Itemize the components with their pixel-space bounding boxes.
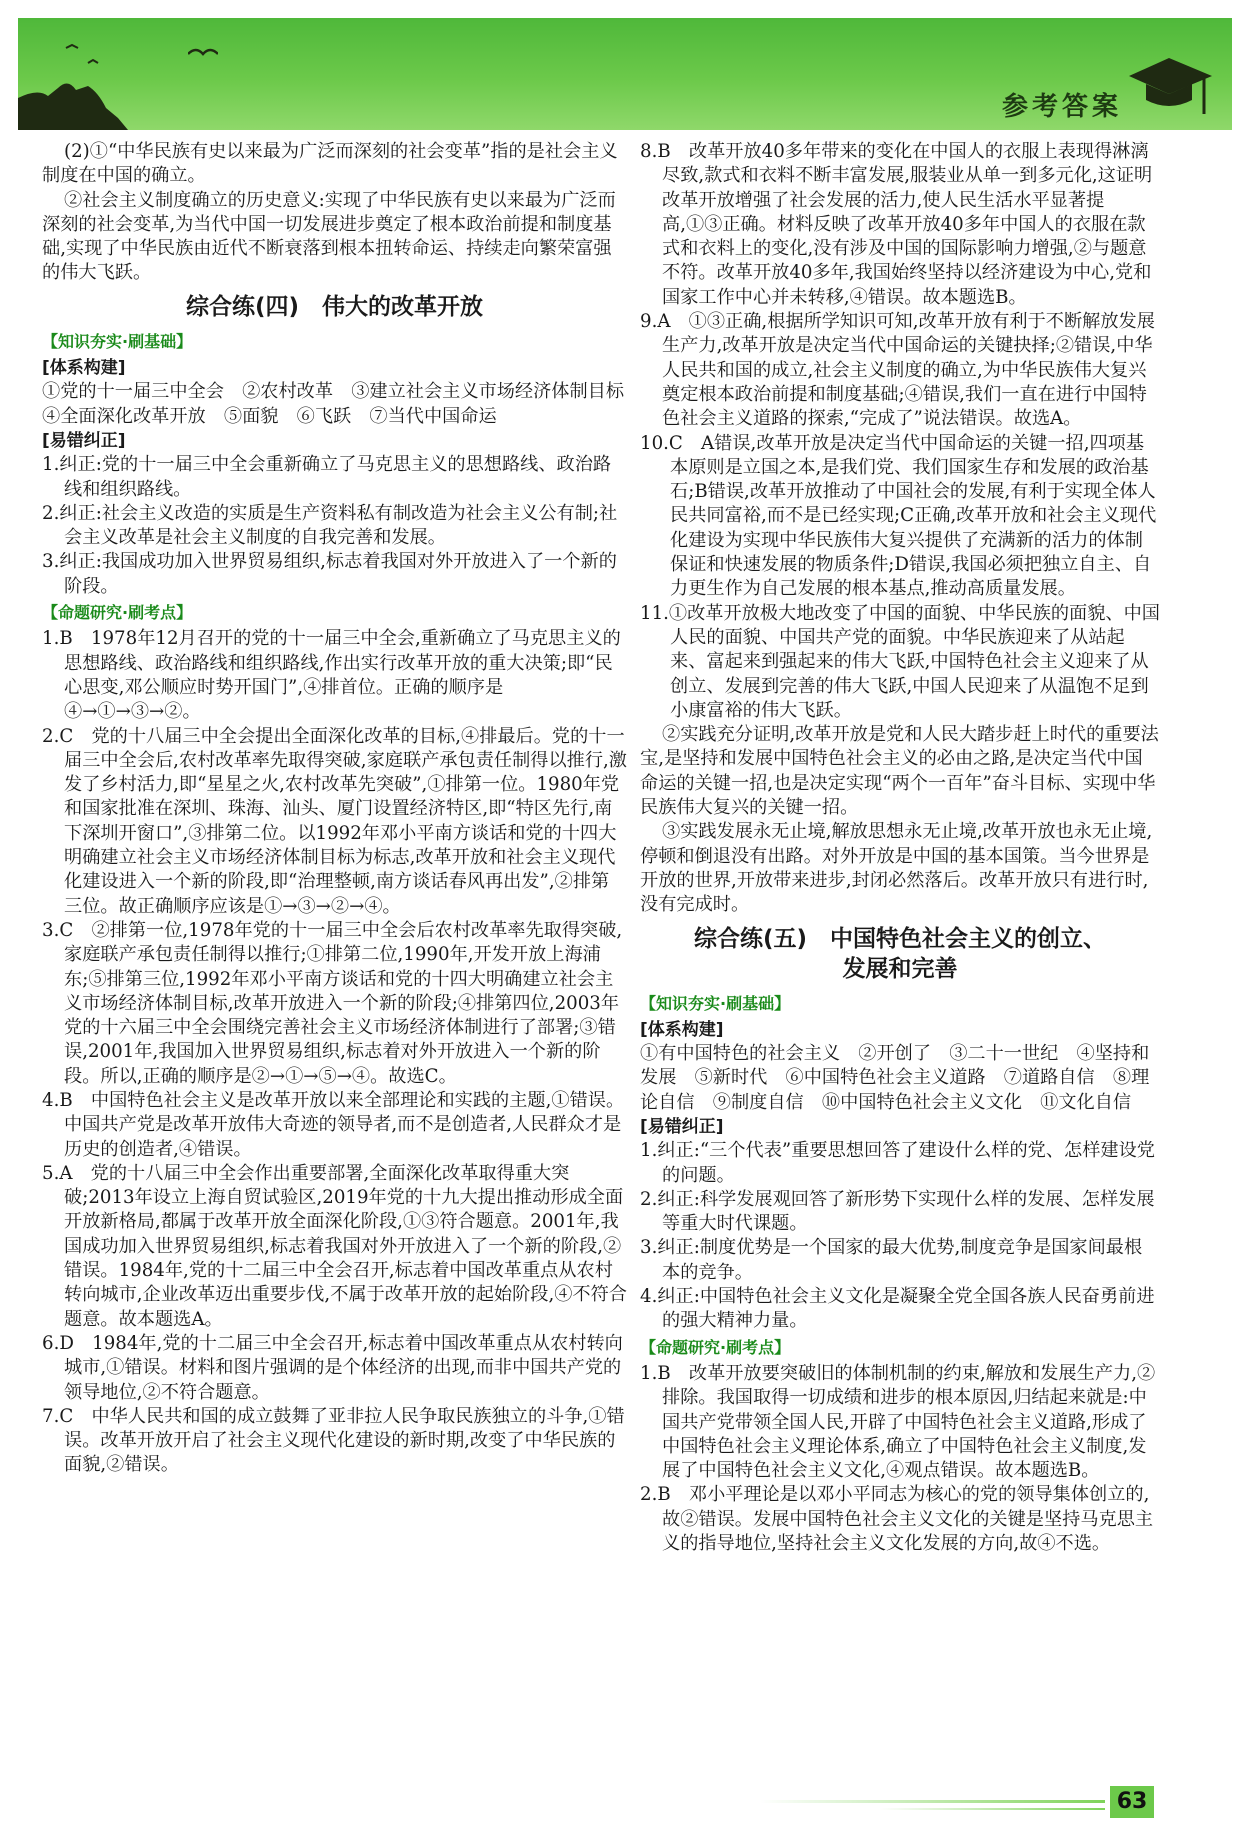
tag-basic: 【知识夯实·刷基础】 bbox=[640, 993, 791, 1013]
footer-line bbox=[880, 1808, 1105, 1810]
error-item: 3.纠正:制度优势是一个国家的最大优势,制度竞争是国家间最根本的竞争。 bbox=[640, 1237, 1143, 1283]
right-column bbox=[640, 140, 1160, 1556]
answer-item: 10.C A错误,改革开放是决定当代中国命运的关键一招,四项基本原则是立国之本,是我们党、我们国家生存和发展的政治基石;B错误,改革开放推动了中国社会的发展,有利于实现全体人民共同富裕,而不是已经实现;C正确,改革开放和社会主义现代化建设为实现中华民族伟大复兴提供了充满新的活力的体制保证和快速发展的物质条件;D错误,我国必须把独立自主、自力更生作为自己发展的根本基点,推动高质量发展。 bbox=[640, 432, 1157, 600]
left-column bbox=[42, 140, 643, 1478]
answer-item: 6.D 1984年,党的十二届三中全会召开,标志着中国改革重点从农村转向城市,①错误。材料和图片强调的是个体经济的出现,而非中国共产党的领导地位,②不符合题意。 bbox=[42, 1332, 623, 1403]
answer-item: 5.A 党的十八届三中全会作出重要部署,全面深化改革取得重大突破;2013年设立上海自贸试验区,2019年党的十九大提出推动形成全面开放新格局,都属于改革开放全面深化阶段,①③符合题意。2001年,我国成功加入世界贸易组织,标志着我国对外开放进入了一个新的阶段,②错误。1984年,党的十二届三中全会召开,标志着中国改革重点从农村转向城市,企业改革迈出重要步伐,不属于改革开放的起始阶段,④不符合题意。故本题选A。 bbox=[42, 1162, 627, 1330]
label-system: [体系构建] bbox=[42, 358, 126, 379]
section-title-5-line1: 综合练(五) 中国特色社会主义的创立、 bbox=[693, 925, 1107, 952]
label-errors: [易错纠正] bbox=[640, 1116, 724, 1137]
error-item: 3.纠正:我国成功加入世界贸易组织,标志着我国对外开放进入了一个新的阶段。 bbox=[42, 551, 617, 597]
bird-icon bbox=[188, 46, 218, 60]
error-item: 2.纠正:社会主义改造的实质是生产资料私有制改造为社会主义公有制;社会主义改革是社会主义制度的自我完善和发展。 bbox=[42, 502, 618, 549]
answer-item-11: 11.①改革开放极大地改变了中国的面貌、中华民族的面貌、中国人民的面貌、中国共产党的面貌。中华民族迎来了从站起来、富起来到强起来的伟大飞跃,中国特色社会主义迎来了从创立、发展到完善的伟大飞跃,中国人民迎来了从温饱不足到小康富裕的伟大飞跃。 bbox=[640, 602, 1160, 721]
answer-item: 3.C ②排第一位,1978年党的十一届三中全会后农村改革率先取得突破,家庭联产承包责任制得以推行;①排第二位,1990年,开发开放上海浦东;⑤排第三位,1992年邓小平南方谈话和党的十四大明确建立社会主义市场经济体制目标,改革开放进入一个新的阶段;④排第四位,2003年党的十六届三中全会围绕完善社会主义市场经济体制进行了部署;③错误,2001年,我国加入世界贸易组织,标志着对外开放进入一个新的阶段。所以,正确的顺序是②→①→⑤→④。故选C。 bbox=[42, 919, 623, 1087]
footer-line bbox=[760, 1800, 1105, 1803]
error-item: 1.纠正:党的十一届三中全会重新确立了马克思主义的思想路线、政治路线和组织路线。 bbox=[42, 454, 612, 500]
section-title-5-line2: 发展和完善 bbox=[842, 955, 958, 982]
tag-exam: 【命题研究·刷考点】 bbox=[42, 603, 193, 623]
error-item: 1.纠正:“三个代表”重要思想回答了建设什么样的党、怎样建设党的问题。 bbox=[640, 1140, 1155, 1186]
answer-item: 7.C 中华人民共和国的成立鼓舞了亚非拉人民争取民族独立的斗争,①错误。改革开放开启了社会主义现代化建设的新时期,改变了中华民族的面貌,②错误。 bbox=[42, 1405, 625, 1476]
answer-item: 2.C 党的十八届三中全会提出全面深化改革的目标,④排最后。党的十一届三中全会后,农村改革率先取得突破,家庭联产承包责任制得以推行,激发了乡村活力,即“星星之火,农村改革先突破”,①排第一位。1980年党和国家批准在深圳、珠海、汕头、厦门设置经济特区,即“特区先行,南下深圳开窗口”,③排第二位。以1992年邓小平南方谈话和党的十四大明确建立社会主义市场经济体制目标为标志,改革开放和社会主义现代化建设进入一个新的阶段,即“治理整顿,南方谈话春风再出发”,②排第三位。故正确顺序应该是①→③→②→④。 bbox=[42, 725, 627, 917]
error-item: 2.纠正:科学发展观回答了新形势下实现什么样的发展、怎样发展等重大时代课题。 bbox=[640, 1188, 1155, 1235]
error-item: 4.纠正:中国特色社会主义文化是凝聚全党全国各族人民奋勇前进的强大精神力量。 bbox=[640, 1286, 1155, 1332]
answer-item-11-part: ③实践发展永无止境,解放思想永无止境,改革开放也永无止境,停顿和倒退没有出路。对外开放是中国的基本国策。当今世界是开放的世界,开放带来进步,封闭必然落后。改革开放只有进行时,没有完成时。 bbox=[640, 821, 1153, 916]
label-system: [体系构建] bbox=[640, 1019, 724, 1040]
intro-paragraph: (2)①“中华民族有史以来最为广泛而深刻的社会变革”指的是社会主义制度在中国的确立。 bbox=[42, 141, 618, 187]
system-answers: ①党的十一届三中全会 ②农村改革 ③建立社会主义市场经济体制目标 ④全面深化改革开放 ⑤面貌 ⑥飞跃 ⑦当代中国命运 bbox=[42, 381, 643, 427]
silhouette-illustration bbox=[18, 18, 158, 130]
page-number: 63 bbox=[1110, 1786, 1154, 1818]
header-banner bbox=[18, 18, 1232, 130]
answer-item: 1.B 改革开放要突破旧的体制机制的约束,解放和发展生产力,②排除。我国取得一切成绩和进步的根本原因,归结起来就是:中国共产党带领全国人民,开辟了中国特色社会主义道路,形成了中国特色社会主义理论体系,确立了中国特色社会主义制度,发展了中国特色社会主义文化,④观点错误。故本题选B。 bbox=[640, 1362, 1156, 1482]
answer-item: 9.A ①③正确,根据所学知识可知,改革开放有利于不断解放发展生产力,改革开放是决定当代中国命运的关键抉择;②错误,中华人民共和国的成立,社会主义制度的确立,为中华民族伟大复兴奠定根本政治前提和制度基础;④错误,我们一直在进行中国特色社会主义道路的探索,“完成了”说法错误。故选A。 bbox=[640, 311, 1155, 430]
graduation-cap-icon bbox=[1124, 56, 1214, 126]
section-title-4: 综合练(四) 伟大的改革开放 bbox=[185, 293, 484, 320]
answer-item-11-part: ②实践充分证明,改革开放是党和人民大踏步赶上时代的重要法宝,是坚持和发展中国特色社会主义的必由之路,是决定当代中国命运的关键一招,也是决定实现“两个一百年”奋斗目标、实现中华民族伟大复兴的关键一招。 bbox=[640, 724, 1159, 819]
answer-item: 4.B 中国特色社会主义是改革开放以来全部理论和实践的主题,①错误。中国共产党是改革开放伟大奇迹的领导者,而不是创造者,人民群众才是历史的创造者,④错误。 bbox=[42, 1089, 625, 1160]
tag-exam: 【命题研究·刷考点】 bbox=[640, 1337, 791, 1357]
header-title: 参考答案 bbox=[1001, 92, 1122, 122]
answer-item: 2.B 邓小平理论是以邓小平同志为核心的党的领导集体创立的,故②错误。发展中国特色社会主义文化的关键是坚持马克思主义的指导地位,坚持社会主义文化发展的方向,故④不选。 bbox=[640, 1484, 1154, 1555]
label-errors: [易错纠正] bbox=[42, 430, 126, 451]
intro-paragraph: ②社会主义制度确立的历史意义:实现了中华民族有史以来最为广泛而深刻的社会变革,为当代中国一切发展进步奠定了根本政治前提和制度基础,实现了中华民族由近代不断衰落到根本扭转命运、持续走向繁荣富强的伟大飞跃。 bbox=[42, 189, 616, 284]
answer-item: 1.B 1978年12月召开的党的十一届三中全会,重新确立了马克思主义的思想路线、政治路线和组织路线,作出实行改革开放的重大决策;即“民心思变,邓公顺应时势开国门”,④排首位。正确的顺序是④→①→③→②。 bbox=[42, 628, 621, 723]
answer-item: 8.B 改革开放40多年带来的变化在中国人的衣服上表现得淋漓尽致,款式和衣料不断丰富发展,服装业从单一到多元化,这证明改革开放增强了社会发展的活力,使人民生活水平显著提高,①③正确。材料反映了改革开放40多年中国人的衣服在款式和衣料上的变化,没有涉及中国的国际影响力增强,②与题意不符。改革开放40多年,我国始终坚持以经济建设为中心,党和国家工作中心并未转移,④错误。故本题选B。 bbox=[640, 141, 1153, 308]
tag-basic: 【知识夯实·刷基础】 bbox=[42, 331, 193, 351]
system-answers: ①有中国特色的社会主义 ②开创了 ③二十一世纪 ④坚持和发展 ⑤新时代 ⑥中国特色社会主义道路 ⑦道路自信 ⑧理论自信 ⑨制度自信 ⑩中国特色社会主义文化 ⑪文化自信 bbox=[640, 1043, 1150, 1113]
section-title-5 bbox=[640, 924, 1160, 984]
